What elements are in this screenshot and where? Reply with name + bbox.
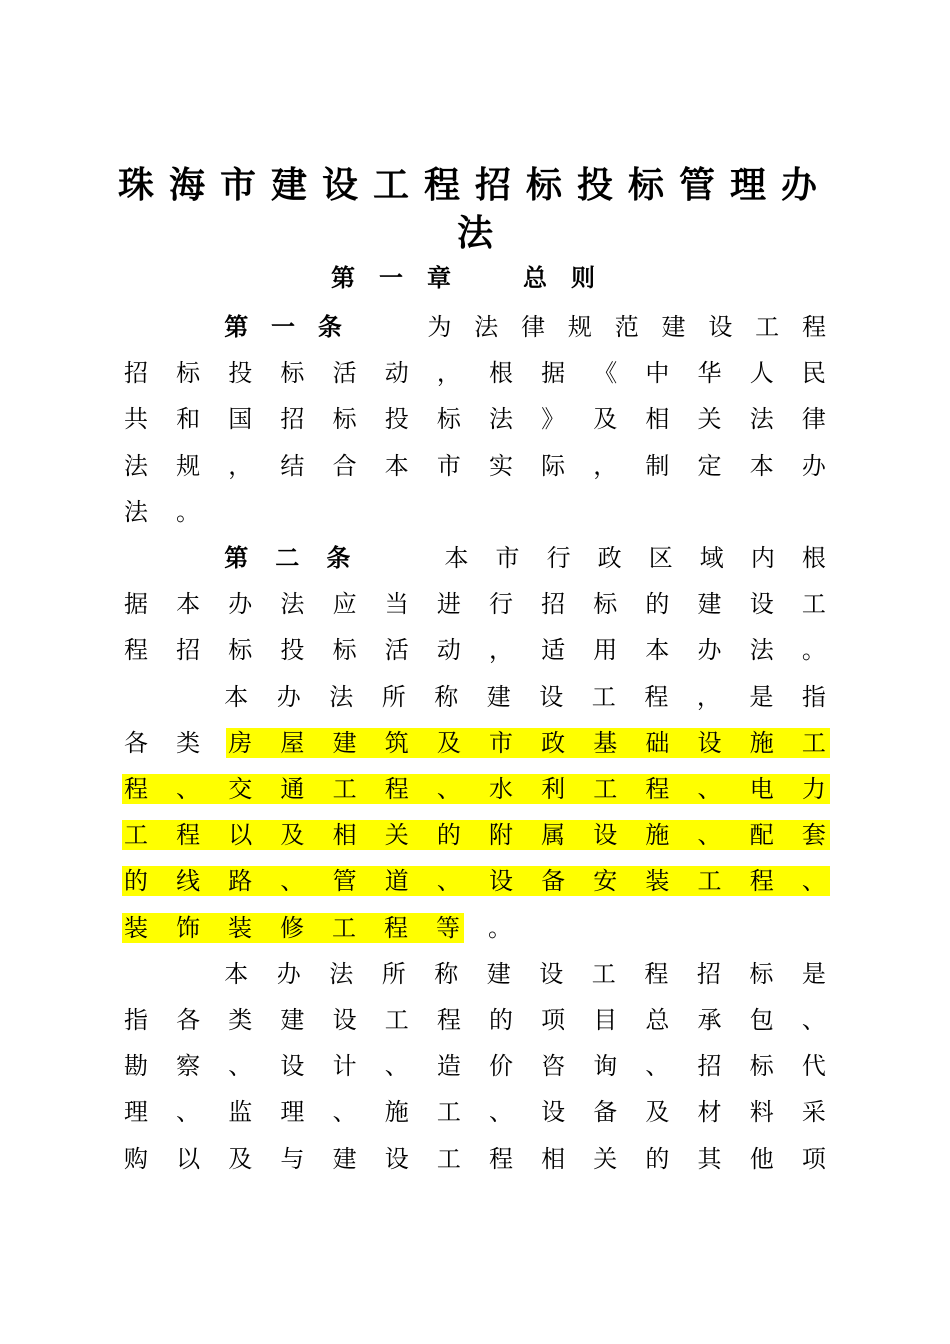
body-line: 第 二 条 本 市 行 政 区 域 内 根: [224, 543, 826, 572]
body-line: 法 规 ， 结 合 本 市 实 际 ， 制 定 本 办: [124, 451, 826, 480]
chapter-name: 总则: [523, 263, 619, 292]
body-line: 第 一 条 为 法 律 规 范 建 设 工 程: [224, 312, 826, 341]
body-line: 据 本 办 法 应 当 进 行 招 标 的 建 设 工: [124, 590, 826, 619]
body-line: 共 和 国 招 标 投 标 法 》 及 相 关 法 律: [124, 405, 826, 434]
body-line: 购 以 及 与 建 设 工 程 相 关 的 其 他 项: [124, 1144, 826, 1173]
body-line: 的 线 路 、 管 道 、 设 备 安 装 工 程 、: [124, 867, 826, 896]
body-line: 法 。: [124, 497, 200, 526]
body-line: 招 标 投 标 活 动 ， 根 据 《 中 华 人 民: [124, 359, 826, 388]
document-title-line-1: 珠海市建设工程招标投标管理办: [117, 164, 832, 206]
body-line: 程 招 标 投 标 活 动 ， 适 用 本 办 法 。: [124, 636, 826, 665]
chapter-heading: [0, 258, 950, 298]
body-line: 本 办 法 所 称 建 设 工 程 ， 是 指: [224, 682, 826, 711]
body-line: 装 饰 装 修 工 程 等 。: [124, 913, 512, 942]
document-title-line-2: 法: [456, 212, 493, 254]
body-line: 勘 察 、 设 计 、 造 价 咨 询 、 招 标 代: [124, 1052, 826, 1081]
body-line: 理 、 监 理 、 施 工 、 设 备 及 材 料 采: [124, 1098, 826, 1127]
body-line: 工 程 以 及 相 关 的 附 属 设 施 、 配 套: [124, 821, 826, 850]
body-line: 本 办 法 所 称 建 设 工 程 招 标 是: [224, 959, 826, 988]
body-line: 指 各 类 建 设 工 程 的 项 目 总 承 包 、: [124, 1006, 826, 1034]
body-line: 程 、 交 通 工 程 、 水 利 工 程 、 电 力: [124, 775, 826, 803]
chapter-number: 第一章: [331, 263, 475, 292]
body-line: 各 类 房 屋 建 筑 及 市 政 基 础 设 施 工: [124, 728, 826, 757]
